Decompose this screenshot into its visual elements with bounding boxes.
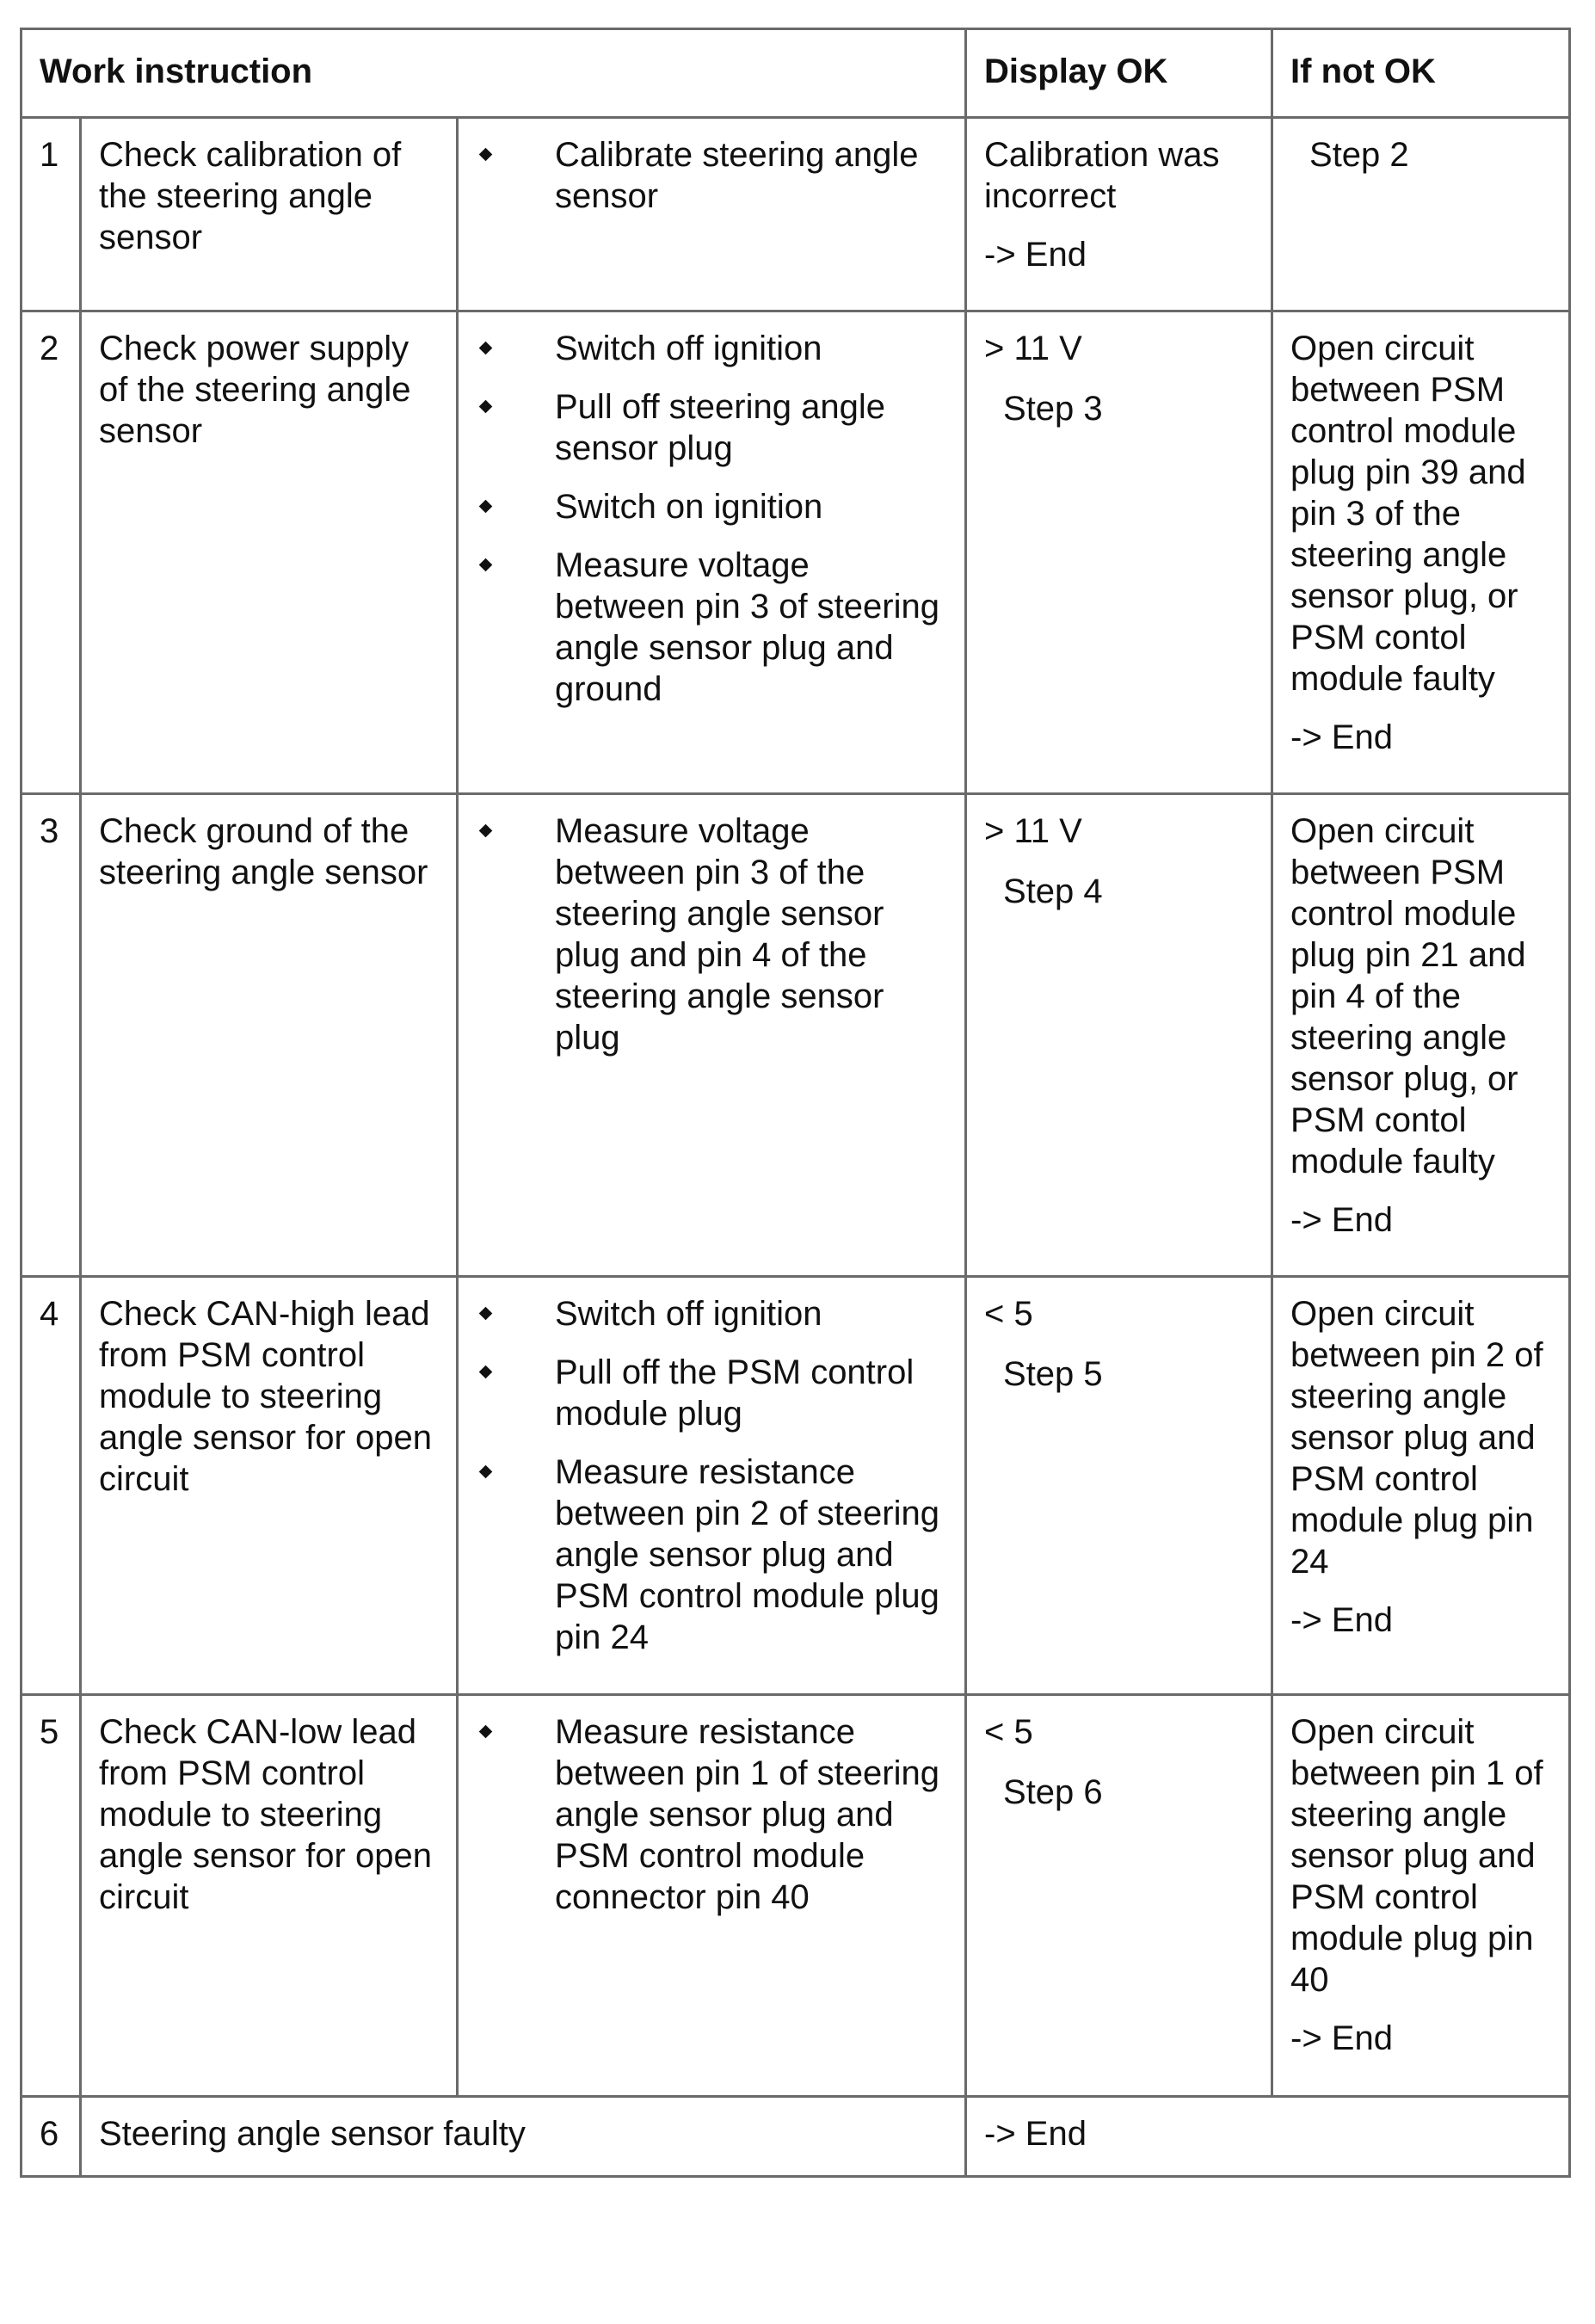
not-ok-end: -> End	[1290, 2019, 1393, 2057]
ok-next-step: Step 4	[1003, 872, 1103, 910]
procedure-item: Pull off steering angle sensor plug	[476, 386, 947, 469]
bullet-diamond-icon	[479, 1465, 493, 1479]
procedure-item: Pull off the PSM control module plug	[476, 1352, 947, 1434]
not-ok-end: -> End	[1290, 718, 1393, 756]
procedure-item: Switch on ignition	[476, 486, 947, 527]
not-ok-cell	[1272, 311, 1570, 794]
procedure-cell	[458, 1695, 966, 2097]
table-row	[22, 118, 1570, 311]
not-ok-result: Open circuit between PSM control module plug pin 39 and pin 3 of the steering angle sensor plug, or PSM contol module faulty	[1290, 330, 1526, 698]
not-ok-end: -> End	[1290, 1201, 1393, 1239]
table-header-row	[22, 29, 1570, 118]
procedure-item: Measure voltage between pin 3 of the steering angle sensor plug and pin 4 of the steering angle sensor plug	[476, 811, 947, 1058]
display-ok-cell	[966, 118, 1272, 311]
not-ok-result: Step 2	[1309, 136, 1409, 174]
procedure-cell	[458, 1277, 966, 1695]
procedure-item: Switch off ignition	[476, 1293, 947, 1335]
check-description: Check CAN-high lead from PSM control module to steering angle sensor for open circuit	[81, 1277, 458, 1695]
not-ok-cell	[1272, 1695, 1570, 2097]
not-ok-cell	[1272, 794, 1570, 1277]
procedure-cell	[458, 311, 966, 794]
ok-next-step: Step 3	[1003, 390, 1103, 428]
procedure-item: Measure voltage between pin 3 of steering angle sensor plug and ground	[476, 545, 947, 710]
step-number: 3	[22, 794, 81, 1277]
bullet-diamond-icon	[479, 1725, 493, 1739]
procedure-list	[476, 134, 947, 217]
header-if-not-ok: If not OK	[1272, 29, 1570, 118]
not-ok-cell	[1272, 1277, 1570, 1695]
procedure-item: Measure resistance between pin 2 of steering angle sensor plug and PSM control module plug pin 24	[476, 1452, 947, 1658]
table-row	[22, 1277, 1570, 1695]
procedure-item: Switch off ignition	[476, 328, 947, 369]
not-ok-result: Open circuit between PSM control module plug pin 21 and pin 4 of the steering angle sensor plug, or PSM contol module faulty	[1290, 812, 1526, 1180]
bullet-diamond-icon	[479, 342, 493, 355]
not-ok-cell	[1272, 118, 1570, 311]
display-ok-cell	[966, 1277, 1272, 1695]
step-number: 5	[22, 1695, 81, 2097]
not-ok-end: -> End	[1290, 1601, 1393, 1639]
procedure-list	[476, 328, 947, 710]
check-description: Check ground of the steering angle sensor	[81, 794, 458, 1277]
not-ok-result: Open circuit between pin 1 of steering angle sensor plug and PSM control module plug pin 40	[1290, 1713, 1543, 1999]
table-row	[22, 311, 1570, 794]
bullet-diamond-icon	[479, 400, 493, 414]
display-ok-cell	[966, 1695, 1272, 2097]
ok-value: Calibration was incorrect	[984, 136, 1220, 215]
display-ok-cell	[966, 794, 1272, 1277]
step-number: 2	[22, 311, 81, 794]
procedure-list	[476, 1711, 947, 1918]
procedure-cell	[458, 118, 966, 311]
step-number: 4	[22, 1277, 81, 1695]
step-number: 1	[22, 118, 81, 311]
header-display-ok: Display OK	[966, 29, 1272, 118]
ok-next-step: Step 5	[1003, 1355, 1103, 1393]
check-description: Check power supply of the steering angle sensor	[81, 311, 458, 794]
bullet-diamond-icon	[479, 1307, 493, 1321]
table-row	[22, 1695, 1570, 2097]
ok-next-step: -> End	[984, 236, 1087, 274]
final-result: -> End	[966, 2097, 1570, 2177]
bullet-diamond-icon	[479, 1365, 493, 1379]
ok-value: < 5	[984, 1713, 1033, 1751]
ok-value: > 11 V	[984, 812, 1082, 850]
check-description: Check CAN-low lead from PSM control module to steering angle sensor for open circuit	[81, 1695, 458, 2097]
work-instruction-table	[20, 28, 1571, 2178]
procedure-item: Calibrate steering angle sensor	[476, 134, 947, 217]
header-work-instruction: Work instruction	[22, 29, 966, 118]
final-description: Steering angle sensor faulty	[81, 2097, 966, 2177]
procedure-cell	[458, 794, 966, 1277]
table-row-final	[22, 2097, 1570, 2177]
procedure-list	[476, 811, 947, 1058]
table-body	[22, 118, 1570, 2177]
not-ok-result: Open circuit between pin 2 of steering angle sensor plug and PSM control module plug pin 24	[1290, 1295, 1543, 1581]
procedure-item: Measure resistance between pin 1 of steering angle sensor plug and PSM control module connector pin 40	[476, 1711, 947, 1918]
check-description: Check calibration of the steering angle sensor	[81, 118, 458, 311]
ok-next-step: Step 6	[1003, 1773, 1103, 1811]
ok-value: < 5	[984, 1295, 1033, 1333]
ok-value: > 11 V	[984, 330, 1082, 367]
display-ok-cell	[966, 311, 1272, 794]
bullet-diamond-icon	[479, 148, 493, 162]
procedure-list	[476, 1293, 947, 1658]
step-number: 6	[22, 2097, 81, 2177]
bullet-diamond-icon	[479, 500, 493, 514]
bullet-diamond-icon	[479, 824, 493, 838]
table-row	[22, 794, 1570, 1277]
bullet-diamond-icon	[479, 558, 493, 572]
